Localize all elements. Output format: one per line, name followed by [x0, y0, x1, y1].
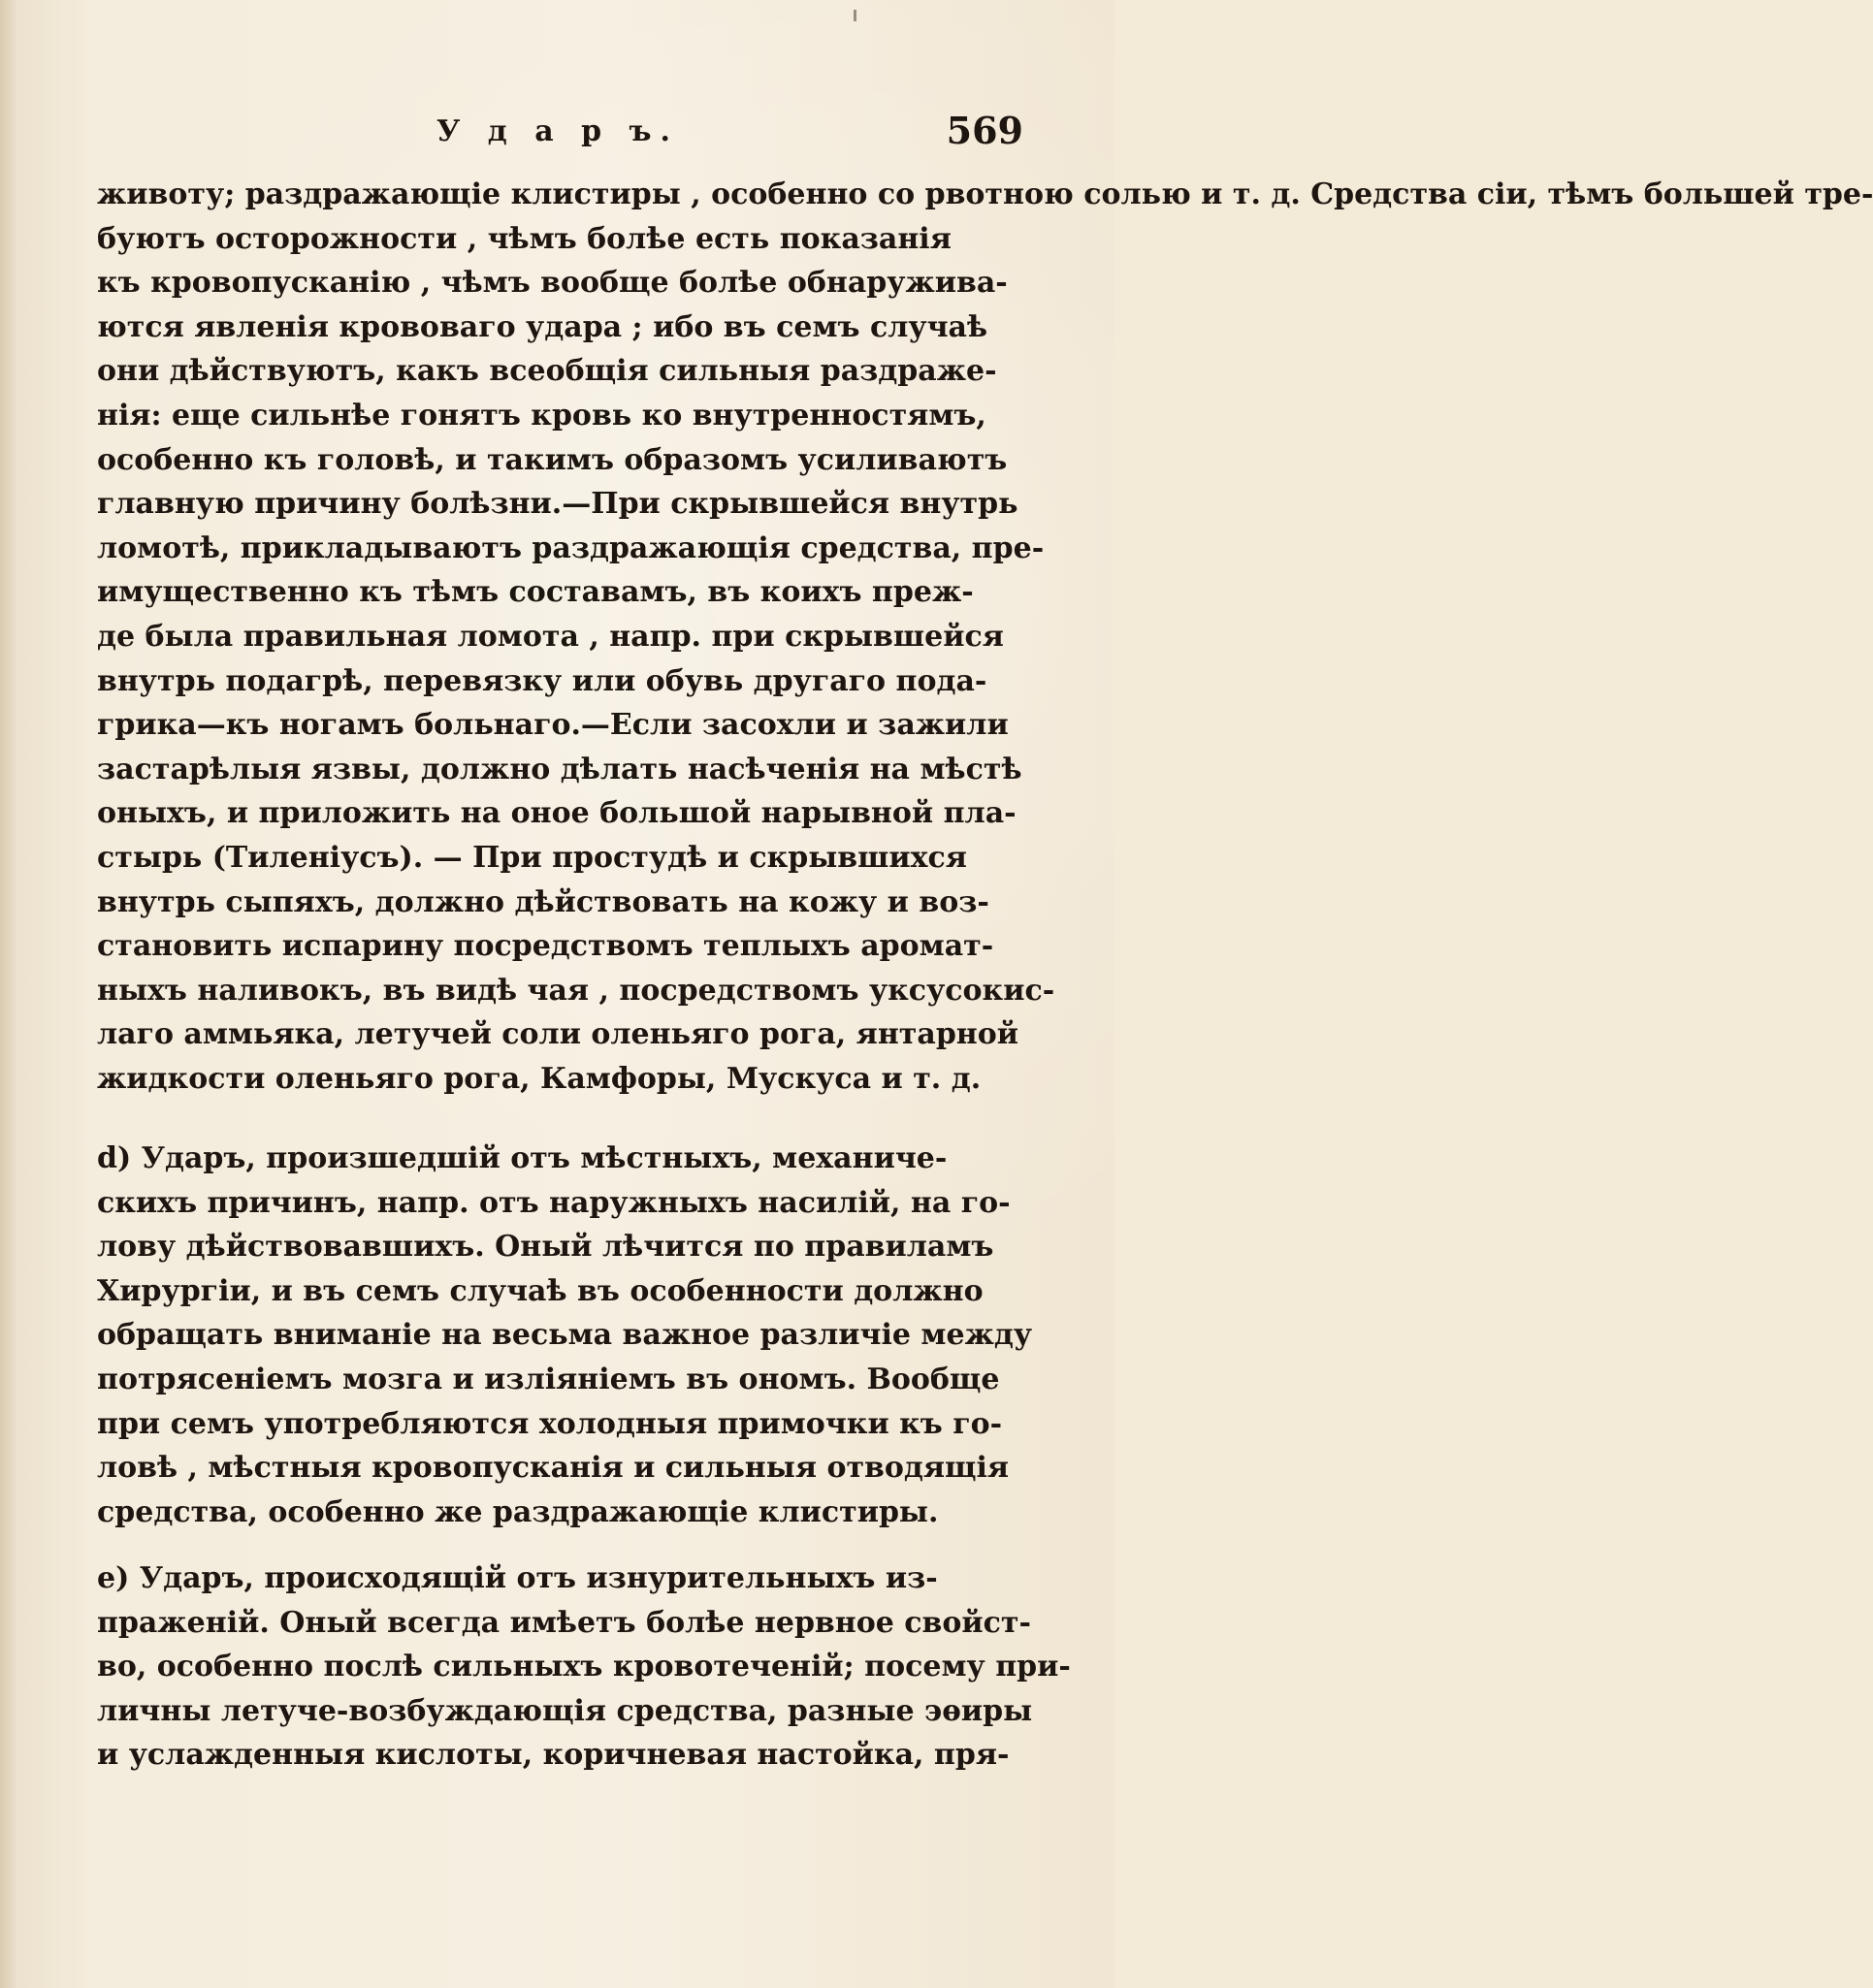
text-line: скихъ причинъ, напр. отъ наружныхъ насилій, на го- [97, 1185, 1011, 1220]
text-line: праженій. Оный всегда имѣетъ болѣе нервное свойст- [97, 1605, 1031, 1640]
text-line: оныхъ, и приложить на оное большой нарывной пла- [97, 796, 1017, 831]
text-line: d) Ударъ, произшедшій отъ мѣстныхъ, механиче- [97, 1141, 948, 1175]
text-line: внутрь подагрѣ, перевязку или обувь другаго пода- [97, 663, 987, 698]
text-line: средства, особенно же раздражающіе клистиры. [97, 1494, 939, 1529]
text-line: стырь (Тиленіусъ). — При простудѣ и скрывшихся [97, 840, 967, 875]
text-line: застарѣлыя язвы, должно дѣлать насѣченія на мѣстѣ [97, 752, 1022, 786]
text-line: Хирургіи, и въ семъ случаѣ въ особенности должно [97, 1273, 984, 1308]
text-line: главную причину болѣзни.—При скрывшейся внутрь [97, 487, 1018, 522]
text-line: лаго аммьяка, летучей соли оленьяго рога, янтарной [97, 1017, 1019, 1052]
text-line: внутрь сыпяхъ, должно дѣйствовать на кожу и воз- [97, 884, 989, 919]
text-line: ются явленія крововаго удара ; ибо въ семъ случаѣ [97, 309, 988, 344]
ink-mark [854, 10, 856, 21]
text-line: животу; раздражающіе клистиры , особенно со рвотною солью и т. д. Средства сіи, тѣмъ большей тре- [97, 177, 1873, 211]
text-line: потрясеніемъ мозга и изліяніемъ въ ономъ. Вообще [97, 1362, 1000, 1396]
paragraph-d [97, 1137, 1033, 1534]
text-line: при семъ употребляются холодныя примочки къ го- [97, 1406, 1003, 1441]
text-line: къ кровопусканію , чѣмъ вообще болѣе обнаружива- [97, 266, 1008, 301]
text-line: они дѣйствуютъ, какъ всеобщія сильныя раздраже- [97, 354, 997, 389]
page-header [87, 109, 1023, 157]
text-line: обращать вниманіе на весьма важное различіе между [97, 1318, 1033, 1353]
main-paragraph [97, 173, 1873, 1101]
paragraph-e [97, 1556, 1071, 1778]
text-line: ныхъ наливокъ, въ видѣ чая , посредствомъ уксусокис- [97, 973, 1055, 1008]
text-line: особенно къ головѣ, и такимъ образомъ усиливаютъ [97, 442, 1008, 477]
text-line: нія: еще сильнѣе гонятъ кровь ко внутренностямъ, [97, 398, 986, 433]
text-line: становить испарину посредствомъ теплыхъ аромат- [97, 929, 994, 964]
running-title: У д а р ъ. [436, 114, 679, 148]
text-line: во, особенно послѣ сильныхъ кровотеченій; посему при- [97, 1650, 1071, 1684]
text-line: буютъ осторожности , чѣмъ болѣе есть показанія [97, 221, 952, 256]
text-line: де была правильная ломота , напр. при скрывшейся [97, 619, 1004, 654]
page-number: 569 [946, 109, 1023, 152]
text-line: жидкости оленьяго рога, Камфоры, Мускуса и т. д. [97, 1061, 982, 1096]
text-line: ломотѣ, прикладываютъ раздражающія средства, пре- [97, 530, 1045, 565]
text-line: e) Ударъ, происходящій отъ изнурительныхъ из- [97, 1561, 938, 1595]
text-line: имущественно къ тѣмъ составамъ, въ коихъ преж- [97, 575, 974, 610]
text-line: грика—къ ногамъ больнаго.—Если засохли и зажили [97, 708, 1009, 743]
text-line: и услажденныя кислоты, коричневая настойка, пря- [97, 1738, 1010, 1773]
text-line: лову дѣйствовавшихъ. Оный лѣчится по правиламъ [97, 1230, 994, 1265]
page-edge-shadow [0, 0, 17, 1988]
text-line: личны летуче-возбуждающія средства, разные эѳиры [97, 1693, 1033, 1728]
text-line: ловѣ , мѣстныя кровопусканія и сильныя отводящія [97, 1451, 1010, 1486]
